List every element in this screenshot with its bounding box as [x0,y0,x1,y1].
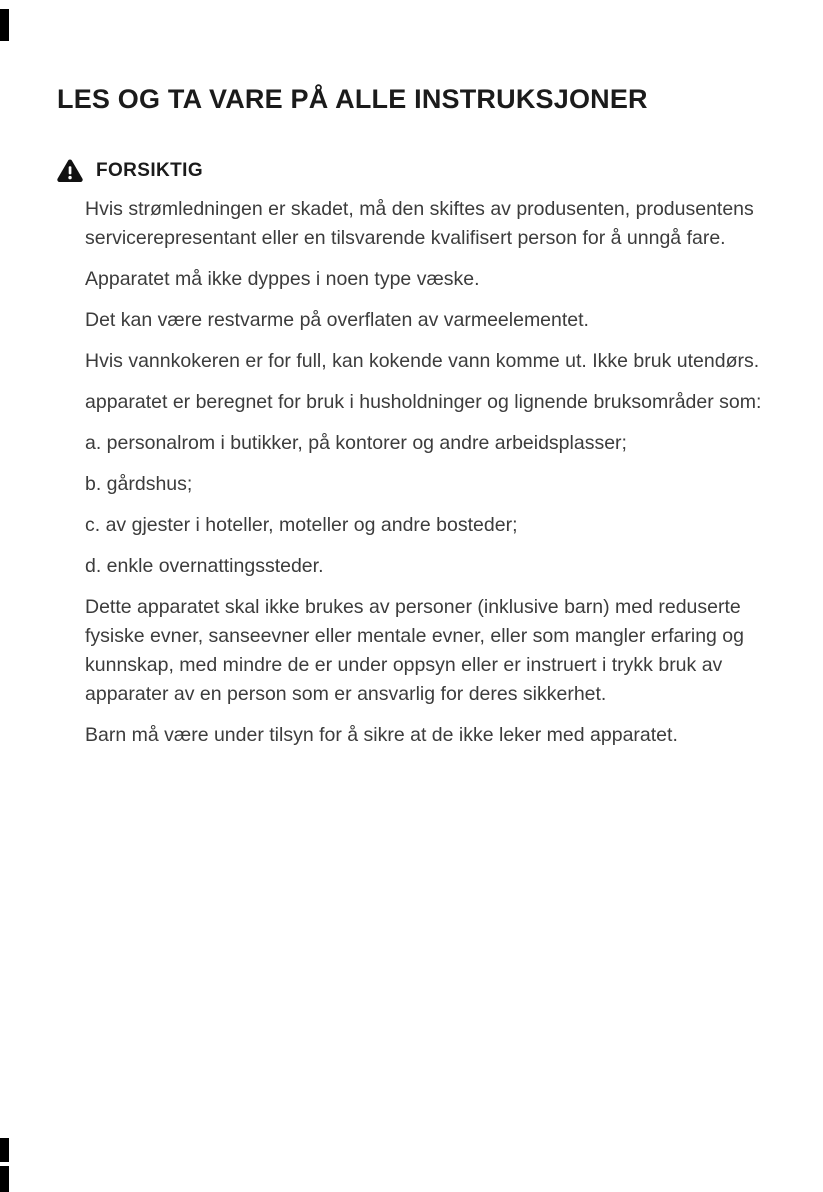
instruction-paragraph: Det kan være restvarme på overflaten av varmeelementet. [85,309,589,331]
instruction-paragraph-item-b: b. gårdshus; [85,473,193,495]
instruction-paragraphs [57,195,771,750]
instruction-paragraph-item-d: d. enkle overnattingssteder. [85,555,324,577]
caution-header [57,159,771,182]
instruction-paragraph: apparatet er beregnet for bruk i husholdninger og lignende bruksområder som: [85,391,762,413]
instruction-paragraph: Barn må være under tilsyn for å sikre at de ikke leker med apparatet. [85,724,678,746]
instruction-paragraph-item-a: a. personalrom i butikker, på kontorer og andre arbeidsplasser; [85,432,627,454]
instruction-paragraph: Hvis vannkokeren er for full, kan kokende vann komme ut. Ikke bruk utendørs. [85,350,760,372]
instruction-paragraph: Apparatet må ikke dyppes i noen type væske. [85,268,480,290]
caution-label: FORSIKTIG [96,159,204,181]
page-title: LES OG TA VARE PÅ ALLE INSTRUKSJONER [57,84,648,114]
print-registration-mark-top [0,9,9,41]
instruction-paragraph: Hvis strømledningen er skadet, må den skiftes av produsenten, produsentens servicerepresentant eller en tilsvarende kvalifisert person for å unngå fare. [85,198,754,249]
warning-triangle-icon [57,159,83,182]
instruction-paragraph-item-c: c. av gjester i hoteller, moteller og andre bosteder; [85,514,518,536]
print-registration-mark-bottom-upper [0,1138,9,1162]
print-registration-mark-bottom-lower [0,1166,9,1192]
instruction-paragraph: Dette apparatet skal ikke brukes av personer (inklusive barn) med reduserte fysiske evner, sanseevner eller mentale evner, eller som mangler erfaring og kunnskap, med mindre de er under oppsyn eller er instruert i trykk bruk av apparater av en person som er ansvarlig for deres sikkerhet. [85,596,744,705]
